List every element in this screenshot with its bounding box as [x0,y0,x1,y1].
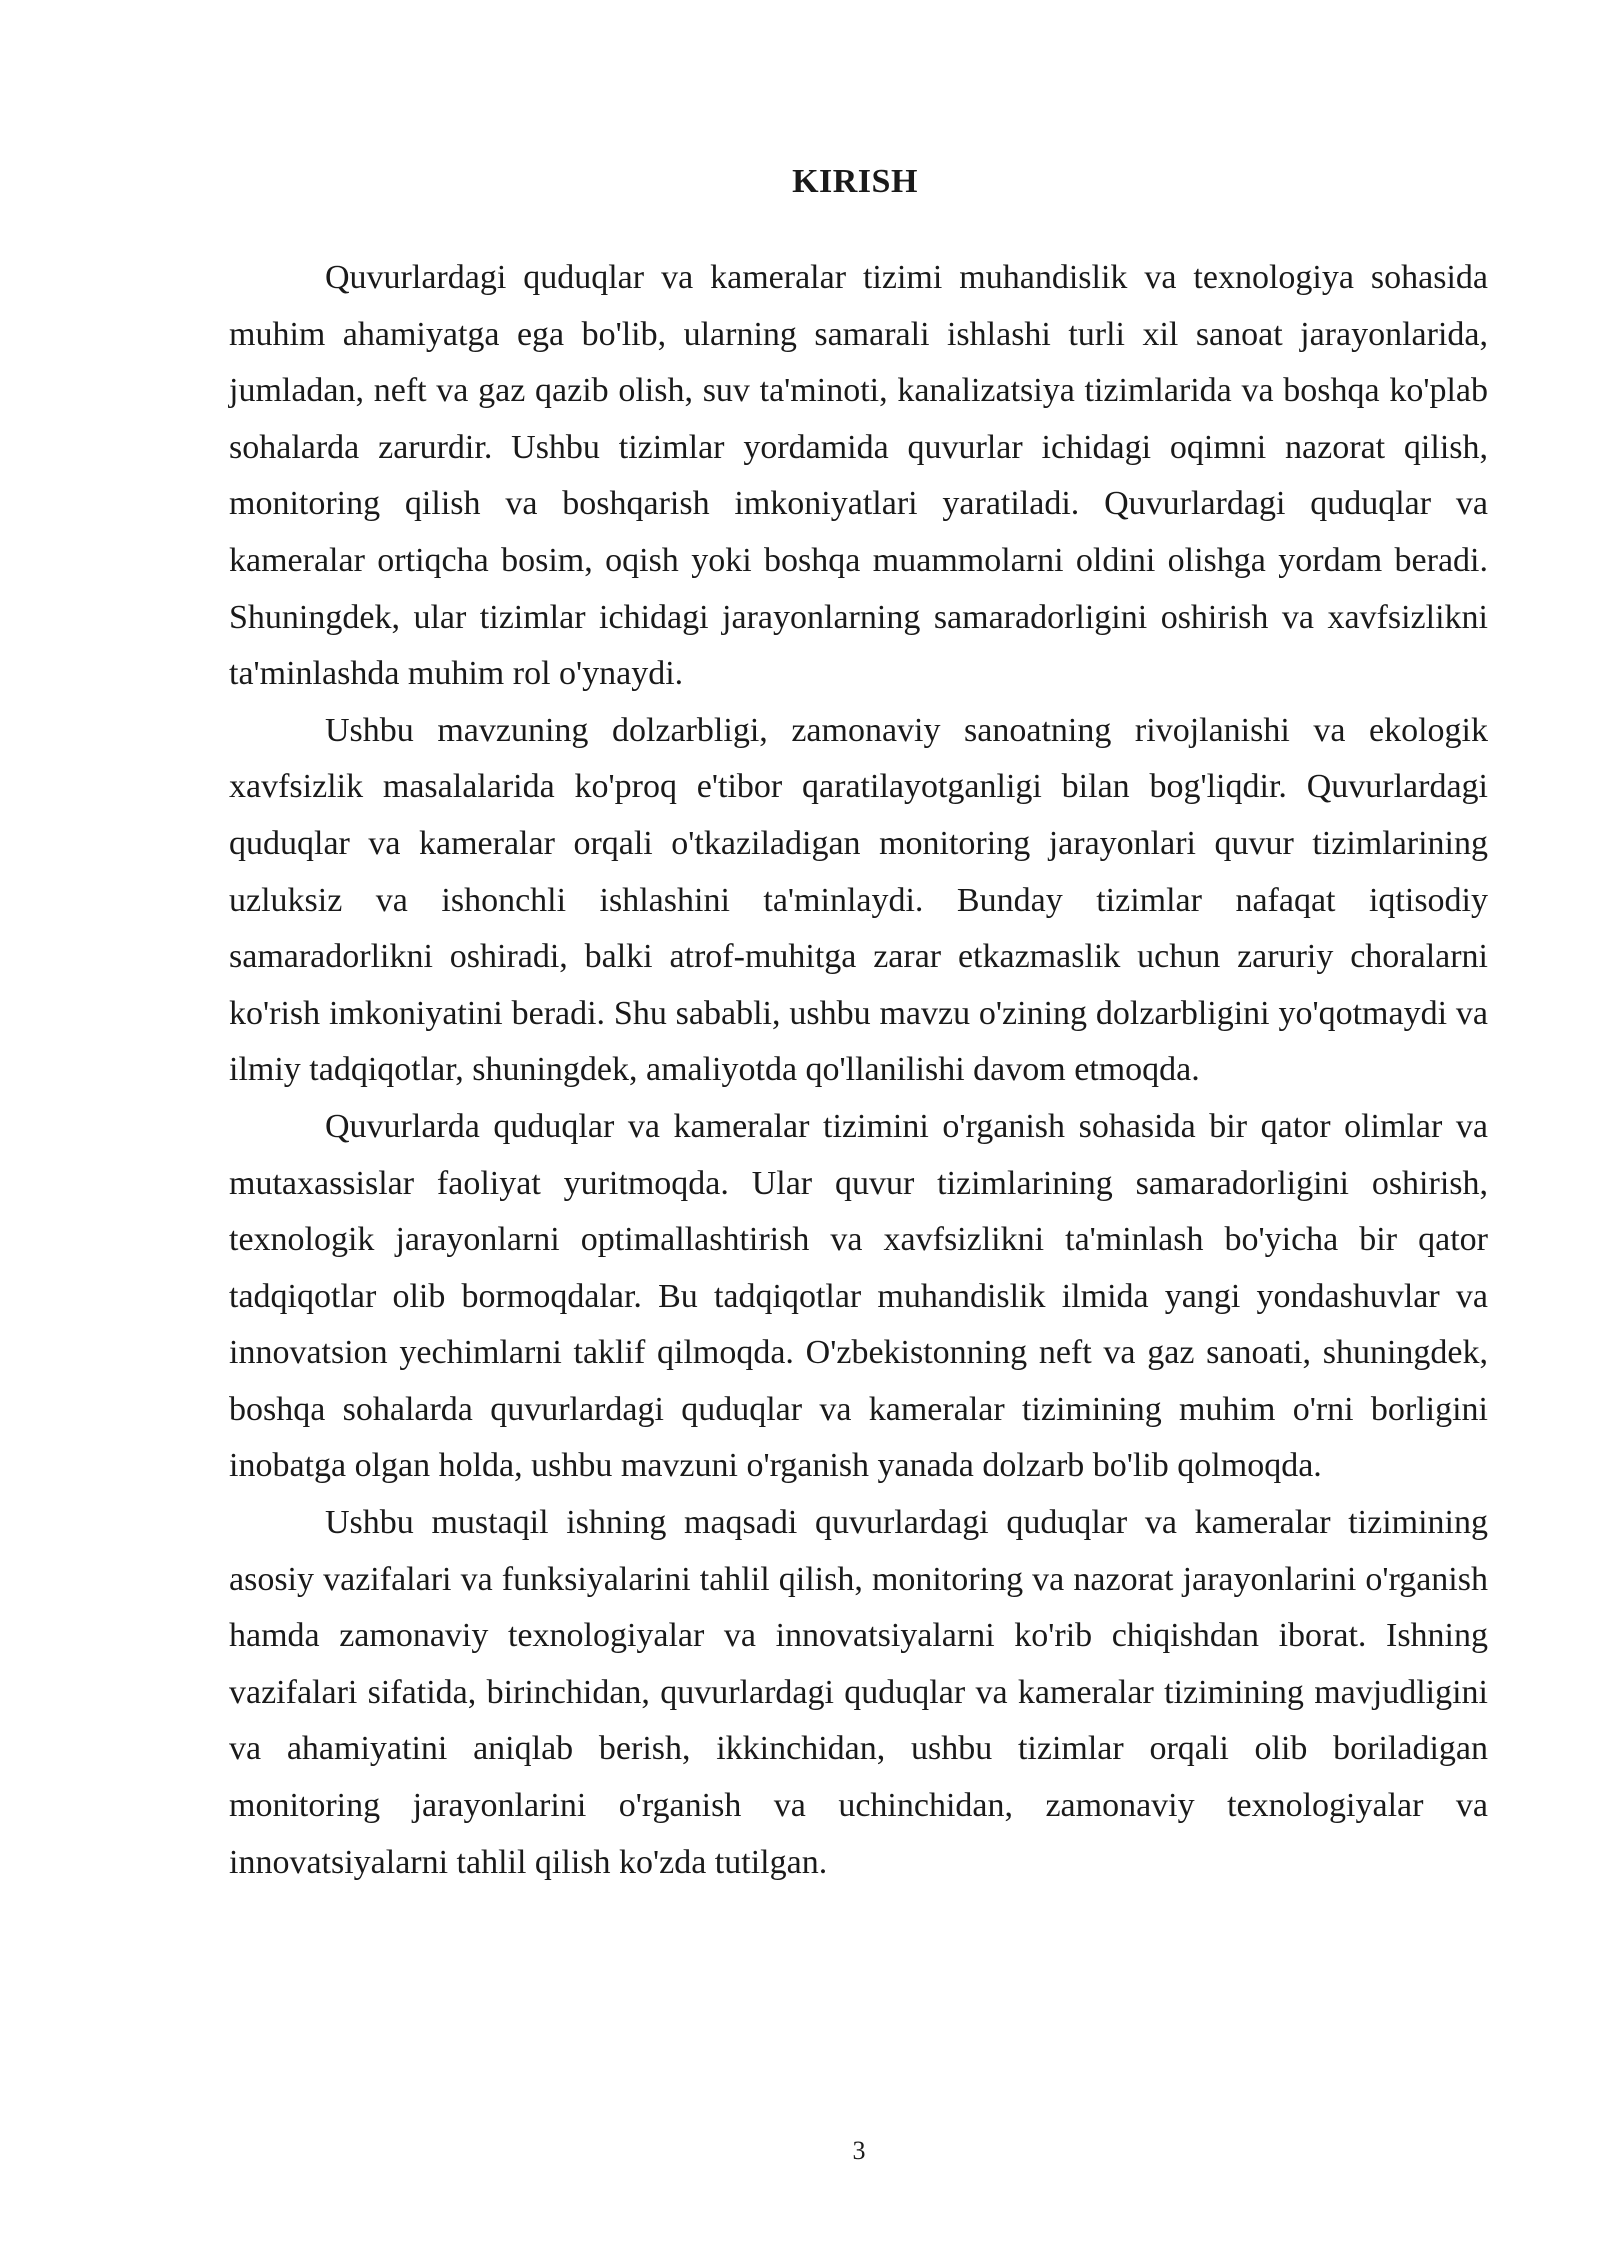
paragraph-4: Ushbu mustaqil ishning maqsadi quvurlardagi quduqlar va kameralar tizimining asosiy vazifalari va funksiyalarini tahlil qilish, monitoring va nazorat jarayonlarini o'rganish hamda zamonaviy texnologiyalar va innovatsiyalarni ko'rib chiqishdan iborat. Ishning vazifalari sifatida, birinchidan, quvurlardagi quduqlar va kameralar tizimining mavjudligini va ahamiyatini aniqlab berish, ikkinchidan, ushbu tizimlar orqali olib boriladigan monitoring jarayonlarini o'rganish va uchinchidan, zamonaviy texnologiyalar va innovatsiyalarni tahlil qilish ko'zda tutilgan. [229,1504,1488,1881]
paragraph-2: Ushbu mavzuning dolzarbligi, zamonaviy sanoatning rivojlanishi va ekologik xavfsizlik masalalarida ko'proq e'tibor qaratilayotganligi bilan bog'liqdir. Quvurlardagi quduqlar va kameralar orqali o'tkaziladigan monitoring jarayonlari quvur tizimlarining uzluksiz va ishonchli ishlashini ta'minlaydi. Bunday tizimlar nafaqat iqtisodiy samaradorlikni oshiradi, balki atrof-muhitga zarar etkazmaslik uchun zaruriy choralarni ko'rish imkoniyatini beradi. Shu sababli, ushbu mavzu o'zining dolzarbligini yo'qotmaydi va ilmiy tadqiqotlar, shuningdek, amaliyotda qo'llanilishi davom etmoqda. [229,711,1488,1089]
page-title: KIRISH [792,163,918,200]
paragraph-3: Quvurlarda quduqlar va kameralar tizimini o'rganish sohasida bir qator olimlar va mutaxassislar faoliyat yuritmoqda. Ular quvur tizimlarining samaradorligini oshirish, texnologik jarayonlarni optimallashtirish va xavfsizlikni ta'minlash bo'yicha bir qator tadqiqotlar olib bormoqdalar. Bu tadqiqotlar muhandislik ilmida yangi yondashuvlar va innovatsion yechimlarni taklif qilmoqda. O'zbekistonning neft va gaz sanoati, shuningdek, boshqa sohalarda quvurlardagi quduqlar va kameralar tizimining muhim o'rni borligini inobatga olgan holda, ushbu mavzuni o'rganish yanada dolzarb bo'lib qolmoqda. [229,1107,1488,1485]
body-text [229,250,1488,1891]
paragraph-1: Quvurlardagi quduqlar va kameralar tizimi muhandislik va texnologiya sohasida muhim ahamiyatga ega bo'lib, ularning samarali ishlashi turli xil sanoat jarayonlarida, jumladan, neft va gaz qazib olish, suv ta'minoti, kanalizatsiya tizimlarida va boshqa ko'plab sohalarda zarurdir. Ushbu tizimlar yordamida quvurlar ichidagi oqimni nazorat qilish, monitoring qilish va boshqarish imkoniyatlari yaratiladi. Quvurlardagi quduqlar va kameralar ortiqcha bosim, oqish yoki boshqa muammolarni oldini olishga yordam beradi. Shuningdek, ular tizimlar ichidagi jarayonlarning samaradorligini oshirish va xavfsizlikni ta'minlashda muhim rol o'ynaydi. [229,259,1488,693]
page-number: 3 [852,2136,866,2165]
